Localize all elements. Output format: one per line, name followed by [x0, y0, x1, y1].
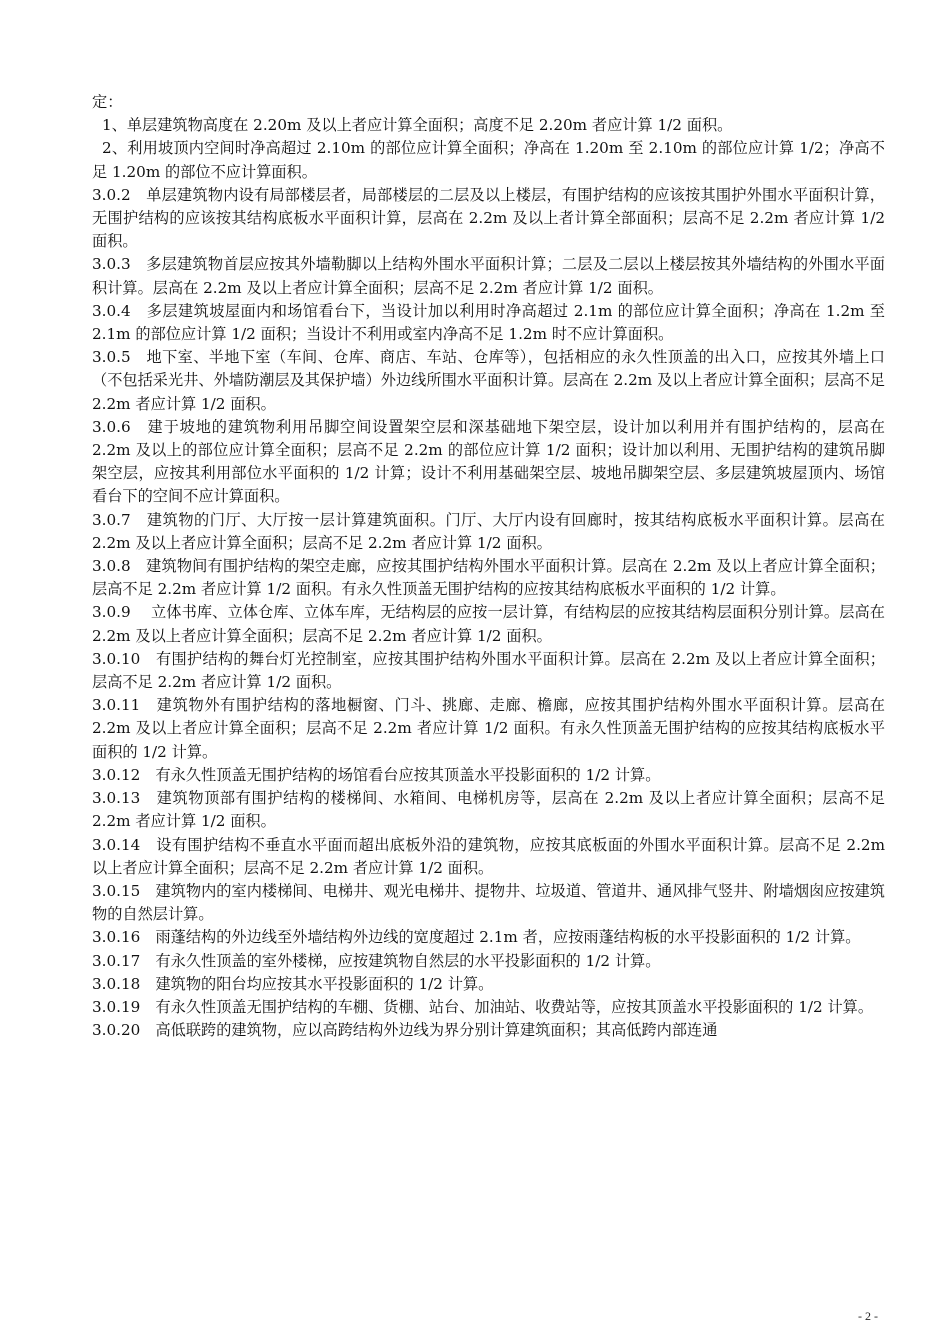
paragraph-3-0-18: 3.0.18 建筑物的阳台均应按其水平投影面积的 1/2 计算。: [92, 974, 494, 993]
paragraph-3-0-2: 3.0.2 单层建筑物内设有局部楼层者，局部楼层的二层及以上楼层，有围护结构的应该按其围护外围水平面积计算，无围护结构的应该按其结构底板水平面积计算，层高在 2.2m 及以上者计算全部面积；层高不足 2.2m 者应计算 1/2 面积。: [92, 185, 885, 251]
paragraph-3-0-11: 3.0.11 建筑物外有围护结构的落地橱窗、门斗、挑廊、走廊、檐廊，应按其围护结构外围水平面积计算。层高在 2.2m 及以上者应计算全面积；层高不足 2.2m 者应计算 1/2 面积。有永久性顶盖无围护结构的应按其结构底板水平面积的 1/2 计算。: [92, 696, 885, 761]
paragraph-3-0-7: 3.0.7 建筑物的门厅、大厅按一层计算建筑面积。门厅、大厅内设有回廊时，按其结构底板水平面积计算。层高在 2.2m 及以上者应计算全面积；层高不足 2.2m 者应计算 1/2 面积。: [92, 510, 885, 552]
paragraph-3-0-13: 3.0.13 建筑物顶部有围护结构的楼梯间、水箱间、电梯机房等，层高在 2.2m 及以上者应计算全面积；层高不足 2.2m 者应计算 1/2 面积。: [92, 789, 885, 831]
paragraph-continuation: 定：: [92, 93, 123, 111]
paragraph-3-0-14: 3.0.14 设有围护结构不垂直水平面而超出底板外沿的建筑物，应按其底板面的外围水平面积计算。层高不足 2.2m 以上者应计算全面积；层高不足 2.2m 者应计算 1/2 面积。: [92, 835, 885, 877]
paragraph-3-0-5: 3.0.5 地下室、半地下室（车间、仓库、商店、车站、仓库等），包括相应的永久性顶盖的出入口，应按其外墙上口（不包括采光井、外墙防潮层及其保护墙）外边线所围水平面积计算。层高在 2.2m 及以上者应计算全面积；层高不足 2.2m 者应计算 1/2 面积。: [92, 348, 885, 413]
paragraph-3-0-20: 3.0.20 高低联跨的建筑物，应以高跨结构外边线为界分别计算建筑面积；其高低跨内部连通: [92, 1021, 718, 1040]
paragraph-3-0-15: 3.0.15 建筑物内的室内楼梯间、电梯井、观光电梯井、提物井、垃圾道、管道井、通风排气竖井、附墙烟囱应按建筑物的自然层计算。: [92, 881, 885, 924]
paragraph-3-0-9: 3.0.9 立体书库、立体仓库、立体车库，无结构层的应按一层计算，有结构层的应按其结构层面积分别计算。层高在 2.2m 及以上者应计算全面积；层高不足 2.2m 者应计算 1/2 面积。: [92, 603, 885, 645]
page-number: - 2 -: [858, 1309, 878, 1323]
paragraph-3-0-4: 3.0.4 多层建筑坡屋面内和场馆看台下，当设计加以利用时净高超过 2.1m 的部位应计算全面积；净高在 1.2m 至 2.1m 的部位应计算 1/2 面积；当设计不利用或室内净高不足 1.2m 时不应计算面积。: [92, 301, 885, 344]
paragraph-item-1: 1、单层建筑物高度在 2.20m 及以上者应计算全面积；高度不足 2.20m 者应计算 1/2 面积。: [102, 116, 733, 135]
paragraph-3-0-19: 3.0.19 有永久性顶盖无围护结构的车棚、货棚、站台、加油站、收费站等，应按其顶盖水平投影面积的 1/2 计算。: [92, 997, 874, 1016]
paragraph-3-0-16: 3.0.16 雨蓬结构的外边线至外墙结构外边线的宽度超过 2.1m 者，应按雨蓬结构板的水平投影面积的 1/2 计算。: [92, 928, 861, 947]
document-body: [92, 91, 885, 1042]
paragraph-3-0-12: 3.0.12 有永久性顶盖无围护结构的场馆看台应按其顶盖水平投影面积的 1/2 计算。: [92, 765, 661, 784]
paragraph-3-0-3: 3.0.3 多层建筑物首层应按其外墙勒脚以上结构外围水平面积计算；二层及二层以上楼层按其外墙结构的外围水平面积计算。层高在 2.2m 及以上者应计算全面积；层高不足 2.2m 者应计算 1/2 面积。: [92, 255, 885, 297]
paragraph-3-0-8: 3.0.8 建筑物间有围护结构的架空走廊，应按其围护结构外围水平面积计算。层高在 2.2m 及以上者应计算全面积；层高不足 2.2m 者应计算 1/2 面积。有永久性顶盖无围护结构的应按其结构底板水平面积的 1/2 计算。: [92, 557, 885, 599]
paragraph-3-0-6: 3.0.6 建于坡地的建筑物利用吊脚空间设置架空层和深基础地下架空层，设计加以利用并有围护结构的，层高在 2.2m 及以上的部位应计算全面积；层高不足 2.2m 的部位应计算 1/2 面积；设计加以利用、无围护结构的建筑吊脚架空层，应按其利用部位水平面积的 1/2 计算；设计不利用基础架空层、坡地吊脚架空层、多层建筑坡屋顶内、场馆看台下的空间不应计算面积。: [92, 417, 885, 506]
paragraph-3-0-10: 3.0.10 有围护结构的舞台灯光控制室，应按其围护结构外围水平面积计算。层高在 2.2m 及以上者应计算全面积；层高不足 2.2m 者应计算 1/2 面积。: [92, 649, 885, 692]
paragraph-3-0-17: 3.0.17 有永久性顶盖的室外楼梯，应按建筑物自然层的水平投影面积的 1/2 计算。: [92, 951, 661, 970]
paragraph-item-2: 2、利用坡顶内空间时净高超过 2.10m 的部位应计算全面积；净高在 1.20m 至 2.10m 的部位应计算 1/2；净高不足 1.20m 的部位不应计算面积。: [92, 139, 885, 181]
